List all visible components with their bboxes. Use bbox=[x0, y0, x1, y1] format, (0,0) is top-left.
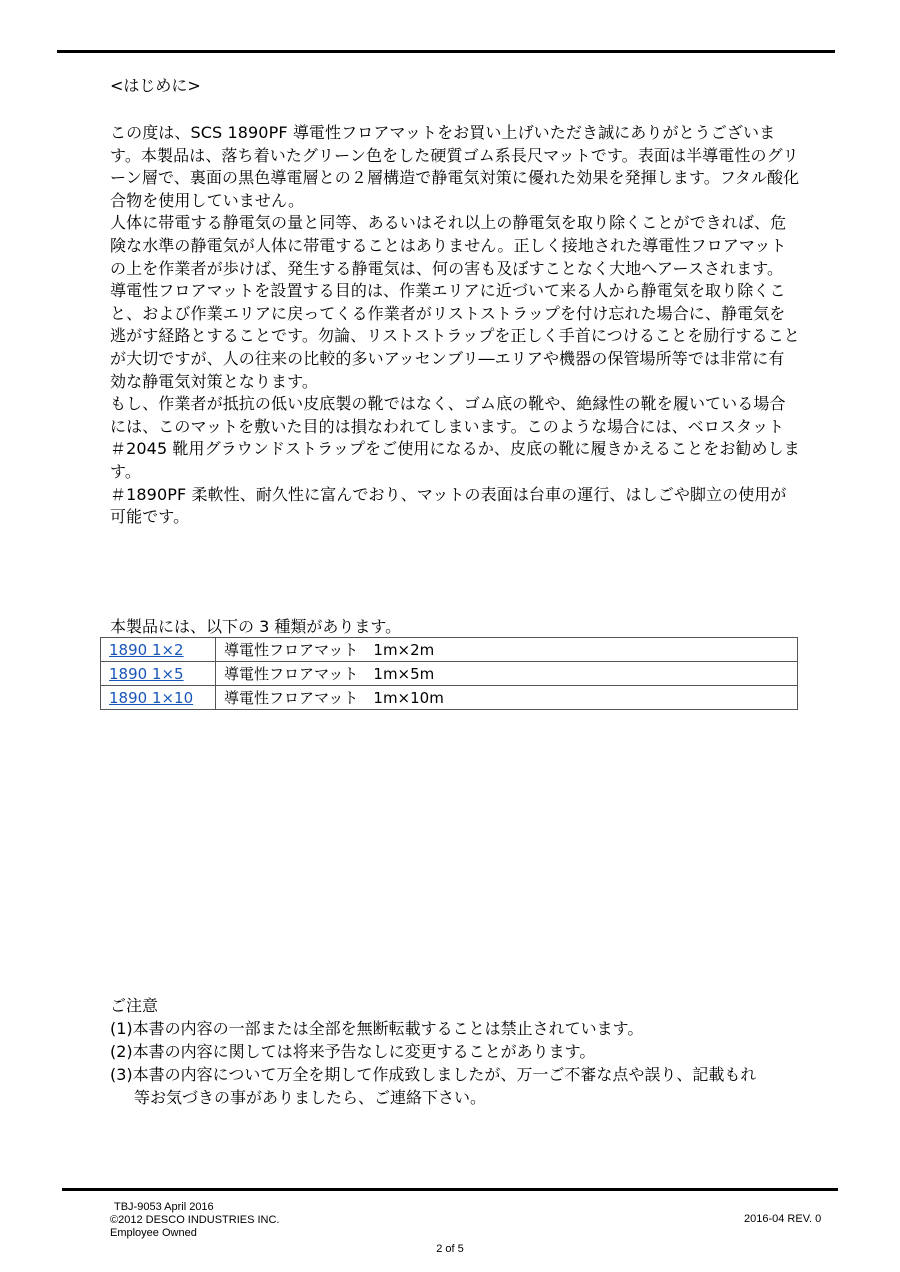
table-row bbox=[101, 686, 798, 710]
product-code-link[interactable]: 1890 1×10 bbox=[109, 688, 194, 707]
footer-tagline: Employee Owned bbox=[110, 1227, 197, 1239]
products-intro: 本製品には、以下の 3 種類があります。 bbox=[110, 617, 402, 636]
product-code-cell bbox=[101, 638, 216, 662]
notice-item-1: (1)本書の内容の一部または全部を無断転載することは禁止されています。 bbox=[110, 1019, 644, 1038]
notice-title: ご注意 bbox=[110, 996, 159, 1015]
table-row bbox=[101, 662, 798, 686]
product-description-cell: 導電性フロアマット 1m×10m bbox=[216, 686, 798, 710]
table-row bbox=[101, 638, 798, 662]
intro-body bbox=[110, 122, 800, 529]
bottom-rule bbox=[62, 1188, 838, 1191]
paragraph-intro: この度は、SCS 1890PF 導電性フロアマットをお買い上げいただき誠にありがとうございます。本製品は、落ち着いたグリーン色をした硬質ゴム系長尺マットです。表面は半導電性のグリーン層で、裏面の黒色導電層との２層構造で静電気対策に優れた効果を発揮します。フタル酸化合物を使用していません。 bbox=[110, 123, 800, 210]
section-heading: <はじめに> bbox=[110, 76, 201, 95]
paragraph-durability: ＃1890PF 柔軟性、耐久性に富んでおり、マットの表面は台車の運行、はしごや脚立の使用が可能です。 bbox=[110, 484, 787, 527]
top-rule bbox=[57, 50, 835, 53]
products-table bbox=[100, 637, 798, 710]
product-description-cell: 導電性フロアマット 1m×5m bbox=[216, 662, 798, 686]
product-code-cell bbox=[101, 662, 216, 686]
paragraph-footwear: もし、作業者が抵抗の低い皮底製の靴ではなく、ゴム底の靴や、絶縁性の靴を履いている場合には、このマットを敷いた目的は損なわれてしまいます。このような場合には、ベロスタット＃2045 靴用グラウンドストラップをご使用になるか、皮底の靴に履きかえることをお勧めします。 bbox=[110, 394, 800, 481]
notice-item-3: (3)本書の内容について万全を期して作成致しましたが、万一ご不審な点や誤り、記載もれ bbox=[110, 1065, 757, 1084]
notice-section bbox=[110, 994, 810, 1109]
footer-info bbox=[110, 1201, 279, 1240]
product-code-cell bbox=[101, 686, 216, 710]
footer-copyright: ©2012 DESCO INDUSTRIES INC. bbox=[110, 1214, 280, 1226]
notice-item-2: (2)本書の内容に関しては将来予告なしに変更することがあります。 bbox=[110, 1042, 596, 1061]
product-code-link[interactable]: 1890 1×5 bbox=[109, 664, 184, 683]
page-number: 2 of 5 bbox=[436, 1243, 464, 1255]
footer-doc-id: TBJ-9053 April 2016 bbox=[114, 1201, 214, 1213]
paragraph-purpose: 導電性フロアマットを設置する目的は、作業エリアに近づいて来る人から静電気を取り除くこと、および作業エリアに戻ってくる作業者がリストストラップを付け忘れた場合に、静電気を逃がす経路とすることです。勿論、リストストラップを正しく手首につけることを励行することが大切ですが、人の往来の比較的多いアッセンブリ―エリアや機器の保管場所等では非常に有効な静電気対策となります。 bbox=[110, 281, 800, 391]
footer-revision: 2016-04 REV. 0 bbox=[744, 1213, 822, 1225]
notice-item-3-continued: 等お気づきの事がありましたら、ご連絡下さい。 bbox=[134, 1088, 487, 1107]
paragraph-static-charge: 人体に帯電する静電気の量と同等、あるいはそれ以上の静電気を取り除くことができれば、危険な水準の静電気が人体に帯電することはありません。正しく接地された導電性フロアマットの上を作業者が歩けば、発生する静電気は、何の害も及ぼすことなく大地へアースされます。 bbox=[110, 213, 787, 278]
product-code-link[interactable]: 1890 1×2 bbox=[109, 640, 184, 659]
product-description-cell: 導電性フロアマット 1m×2m bbox=[216, 638, 798, 662]
